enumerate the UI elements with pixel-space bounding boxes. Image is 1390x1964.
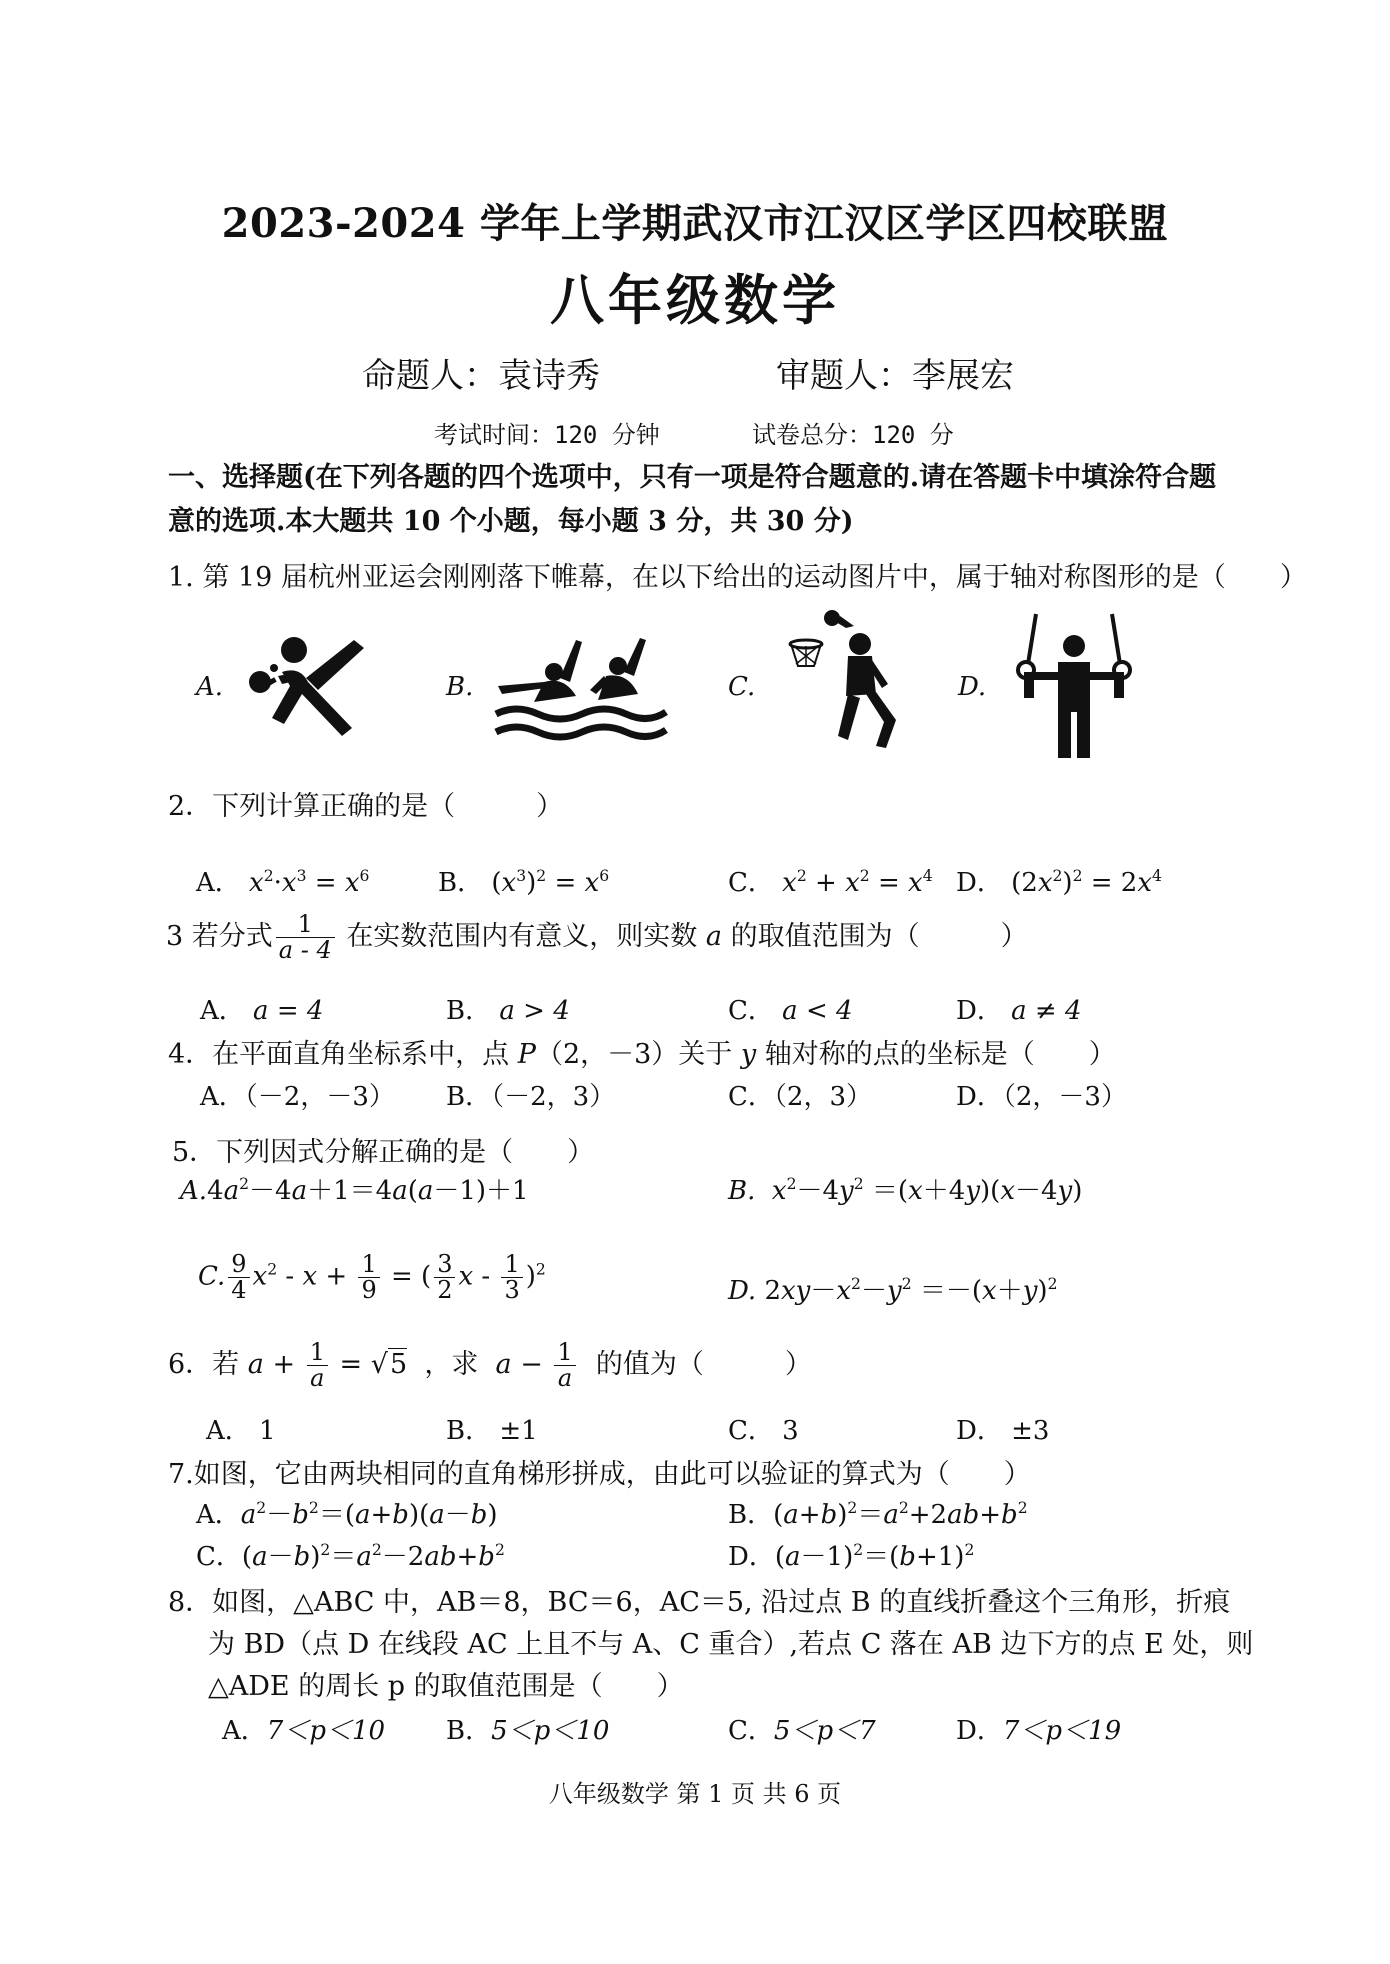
q4-option-c: C．（2，3）: [728, 1082, 872, 1112]
q1-label-d: D.: [958, 672, 987, 702]
q1-label-b: B.: [446, 672, 474, 702]
question-4-stem: 4．在平面直角坐标系中，点 P（2，－3）关于 y 轴对称的点的坐标是（ ）: [168, 1039, 1116, 1070]
q5-option-d: D. $2xy-x^2-y^2 =-(x+y)^2$: [728, 1274, 1058, 1306]
question-1-stem: 1. 第 19 届杭州亚运会刚刚落下帷幕，在以下给出的运动图片中，属于轴对称图形的是（ ）: [168, 562, 1307, 593]
q6-option-a: A． 1: [206, 1416, 276, 1446]
q7-option-a: A．$a^2-b^2=(a+b)(a-b)$: [196, 1498, 498, 1530]
rings-gymnastics-icon: [1010, 612, 1140, 762]
q3-option-c: C． a < 4: [728, 996, 853, 1026]
q6-option-d: D． ±3: [956, 1416, 1050, 1446]
exam-title: 2023-2024 学年上学期武汉市江汉区学区四校联盟: [221, 200, 1169, 247]
subject-title: 八年级数学: [550, 268, 840, 332]
q2-option-c: C． $x^2 + x^2 = x^4$: [728, 866, 933, 898]
question-8-line-2: 为 BD（点 D 在线段 AC 上且不与 A、C 重合）,若点 C 落在 AB 边下方的点 E 处，则: [208, 1629, 1254, 1660]
table-tennis-icon: [242, 632, 402, 744]
author: 命题人：袁诗秀: [362, 356, 600, 396]
total-score: 试卷总分：120 分: [752, 421, 954, 449]
question-8-line-1: 8．如图，△ABC 中，AB＝8，BC＝6，AC＝5, 沿过点 B 的直线折叠这个三角形，折痕: [168, 1587, 1231, 1618]
q8-option-b: B．5＜p＜10: [446, 1716, 610, 1746]
basketball-icon: [776, 604, 916, 754]
q4-option-d: D．（2，－3）: [956, 1082, 1127, 1112]
q3-option-a: A． a = 4: [200, 996, 324, 1026]
q8-option-a: A．7＜p＜10: [222, 1716, 386, 1746]
section-heading: 一、选择题(在下列各题的四个选项中，只有一项是符合题意的.请在答题卡中填涂符合题意的选项.本大题共 10 个小题，每小题 3 分，共 30 分): [168, 462, 1217, 537]
reviewer: 审题人：李展宏: [776, 356, 1014, 396]
question-2-stem: 2．下列计算正确的是（ ）: [168, 791, 564, 822]
question-8-line-3: △ADE 的周长 p 的取值范围是（ ）: [208, 1671, 684, 1702]
q2-option-a: A． $x^2\cdot x^3 = x^6$: [196, 866, 370, 898]
synchronized-swimming-icon: [494, 636, 669, 746]
q4-option-b: B．（－2，3）: [446, 1082, 616, 1112]
page-footer: 八年级数学 第 1 页 共 6 页: [548, 1780, 842, 1808]
q4-option-a: A．（－2，－3）: [200, 1082, 395, 1112]
question-7-stem: 7.如图，它由两块相同的直角梯形拼成，由此可以验证的算式为（ ）: [168, 1459, 1031, 1490]
q5-option-c: C. $\frac{9}{4}$ $x^2$ - x + $\frac{1}{9}$ = ( $\frac{3}{2}$ x - $\frac{1}{3}$ )$^2$: [198, 1250, 546, 1305]
q6-option-c: C． 3: [728, 1416, 799, 1446]
q6-option-b: B． ±1: [446, 1416, 538, 1446]
q5-option-a: $A.4a^2-4a+1=4a(a-1)+1$: [180, 1174, 529, 1206]
q8-option-d: D．7＜p＜19: [956, 1716, 1122, 1746]
question-3-stem: 3 若分式 $\frac{1}{a - 4}$ 在实数范围内有意义，则实数 a 的取值范围为（ ）: [166, 910, 1028, 965]
question-6-stem: 6．若 a + $\frac{1}{a}$ = √5 ，求 a − $\frac{1}{a}$ 的值为（ ）: [168, 1338, 812, 1393]
exam-time: 考试时间：120 分钟: [434, 421, 660, 449]
q3-option-d: D． a ≠ 4: [956, 996, 1082, 1026]
q1-label-a: A.: [196, 672, 224, 702]
q7-option-d: D．$(a-1)^2=(b+1)^2$: [728, 1540, 975, 1572]
q3-option-b: B． a > 4: [446, 996, 570, 1026]
question-5-stem: 5．下列因式分解正确的是（ ）: [172, 1137, 595, 1168]
q7-option-c: C．$(a-b)^2=a^2-2ab+b^2$: [196, 1540, 505, 1572]
q7-option-b: B．$(a+b)^2=a^2+2ab+b^2$: [728, 1498, 1028, 1530]
q5-option-b: B. $x^2-4y^2 =(x+4y)(x-4y)$: [728, 1174, 1083, 1206]
q2-option-b: B． $(x^3)^2 = x^6$: [438, 866, 610, 898]
q2-option-d: D． $(2x^2)^2 = 2x^4$: [956, 866, 1162, 898]
q3-fraction: $\frac{1}{a - 4}$: [276, 912, 335, 963]
q8-option-c: C．5＜p＜7: [728, 1716, 876, 1746]
q1-label-c: C.: [728, 672, 756, 702]
